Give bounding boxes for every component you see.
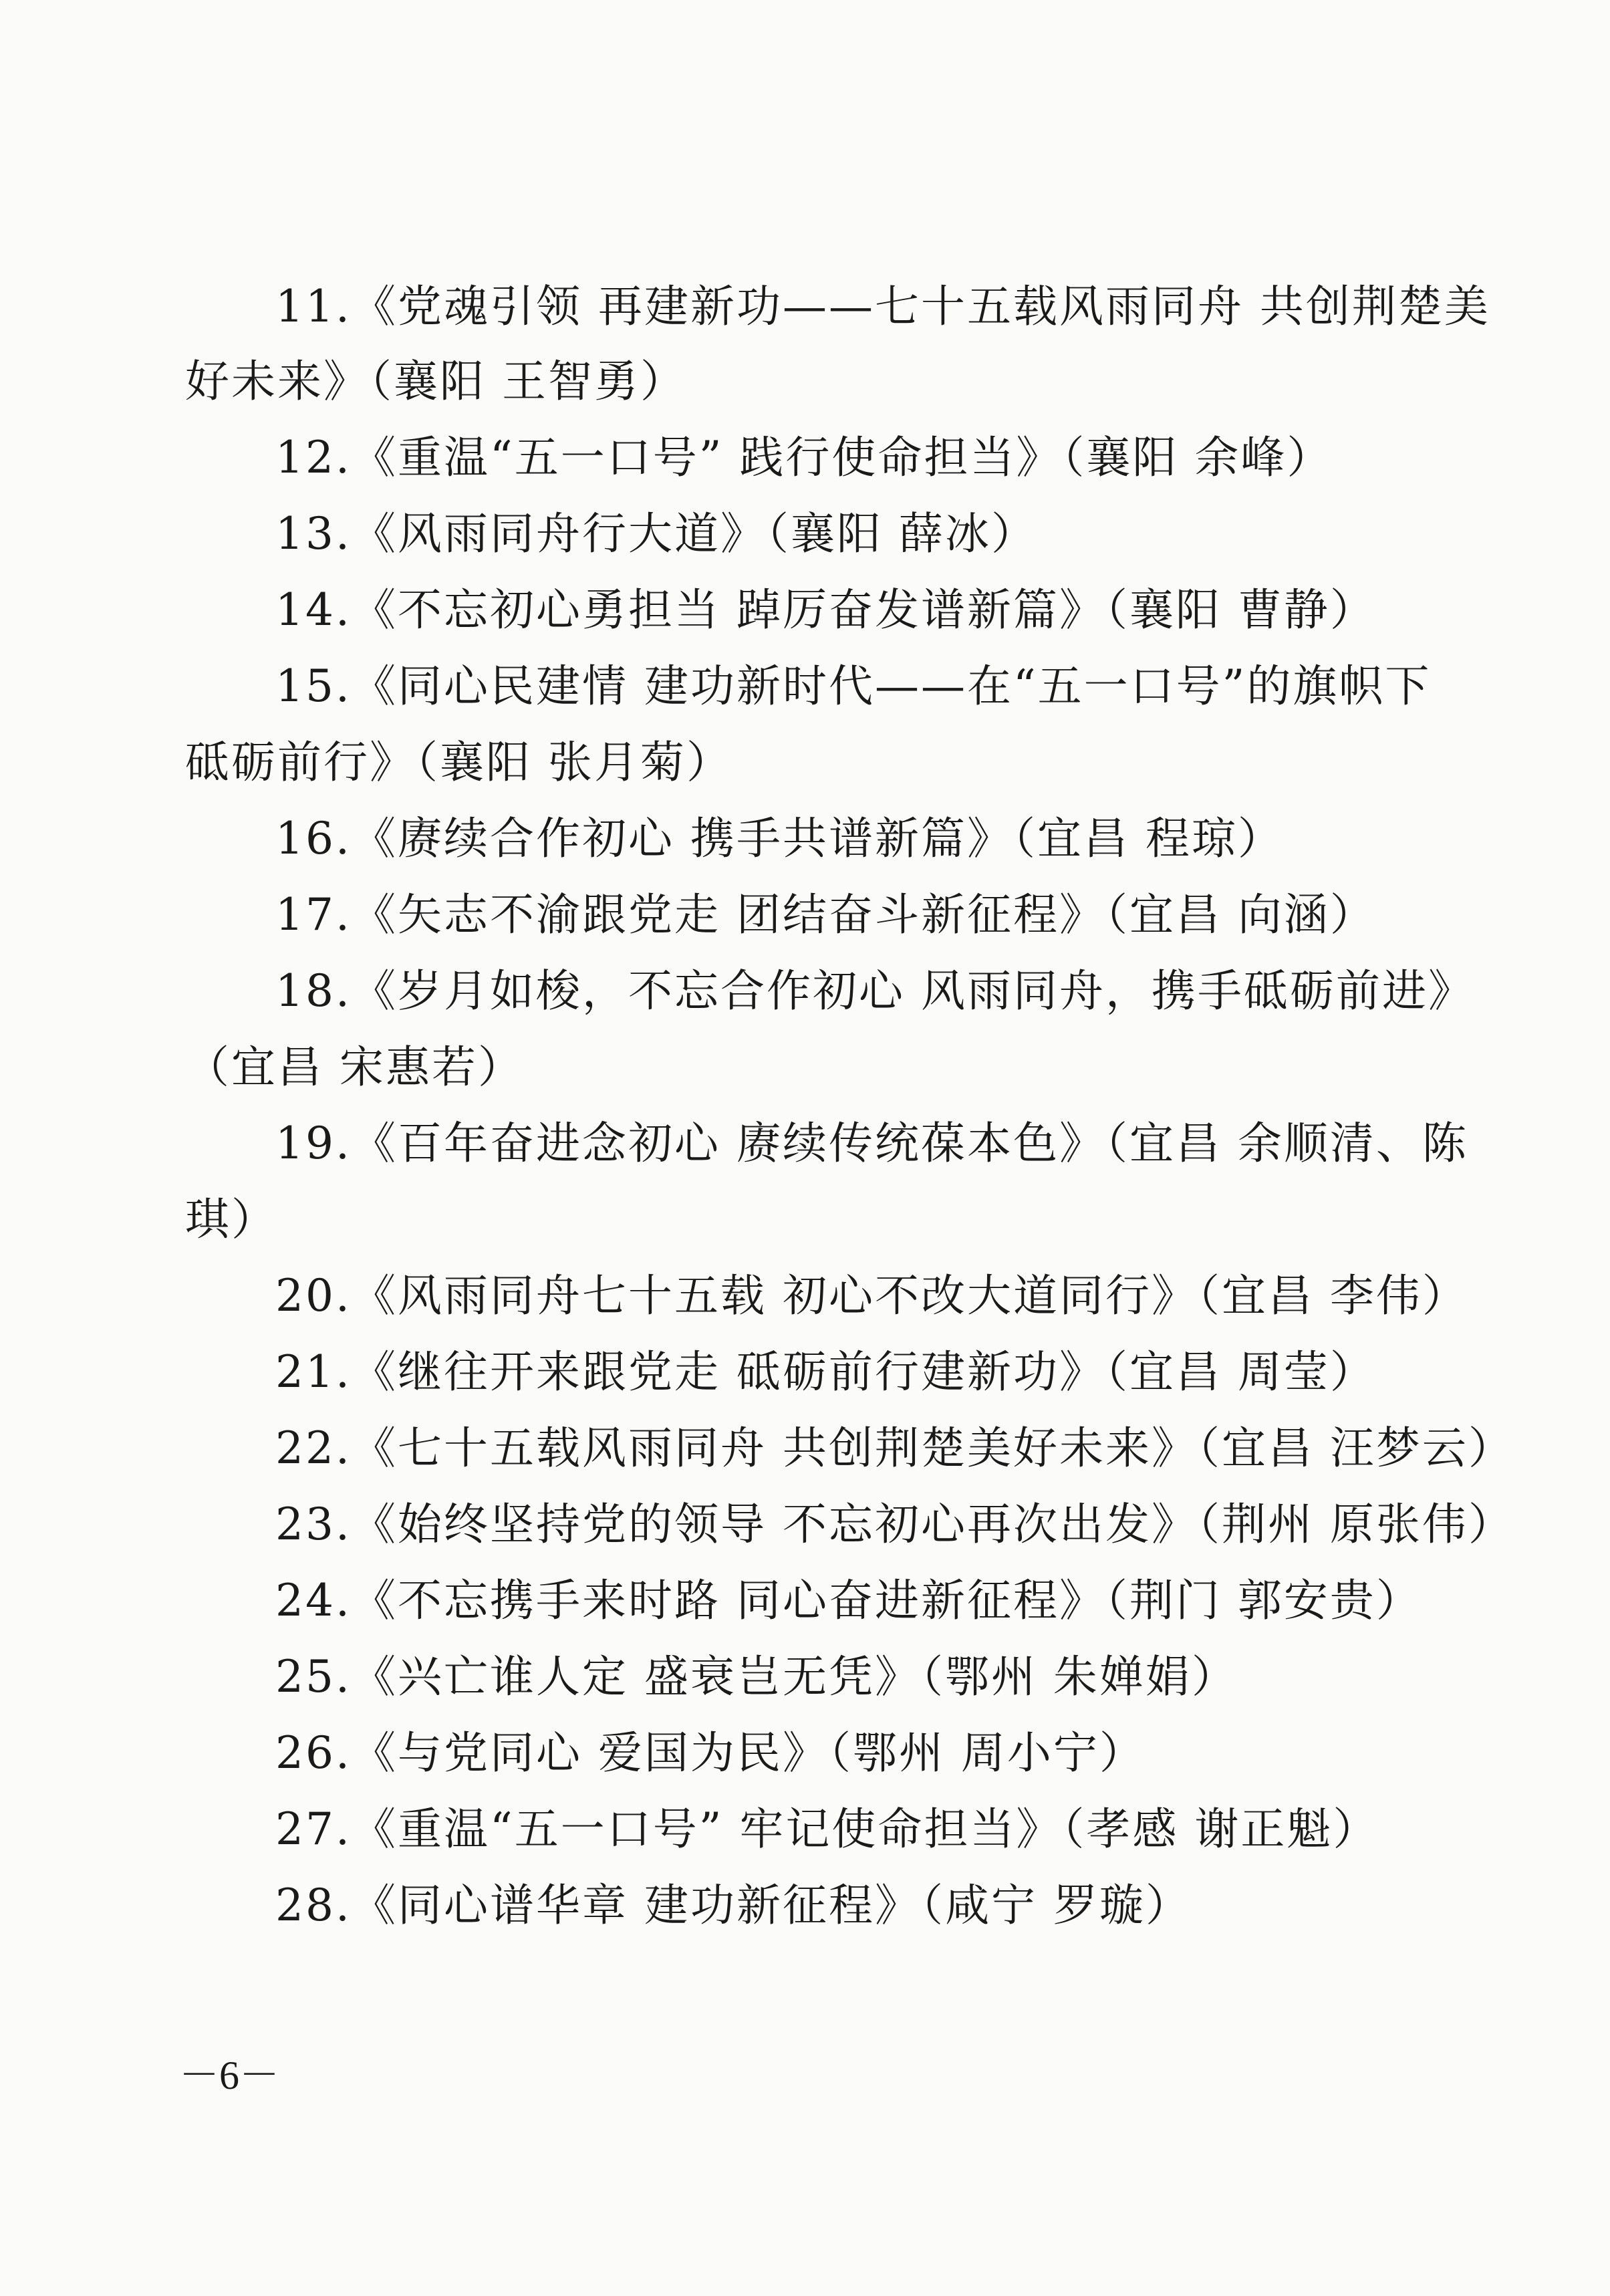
text-line: 12.《重温“五一口号” 践行使命担当》（襄阳 余峰） xyxy=(275,432,1333,483)
text-line: 17.《矢志不渝跟党走 团结奋斗新征程》（宜昌 向涵） xyxy=(275,889,1376,940)
text-line: 21.《继往开来跟党走 砥砺前行建新功》（宜昌 周莹） xyxy=(275,1346,1376,1398)
text-line: 20.《风雨同舟七十五载 初心不改大道同行》（宜昌 李伟） xyxy=(275,1270,1468,1321)
text-line: 15.《同心民建情 建功新时代——在“五一口号”的旗帜下 xyxy=(275,660,1432,712)
page-number: －6－ xyxy=(179,2053,279,2097)
text-line: 22.《七十五载风雨同舟 共创荆楚美好未来》（宜昌 汪梦云） xyxy=(275,1422,1514,1474)
text-line: （宜昌 宋惠若） xyxy=(185,1041,524,1093)
text-line: 砥砺前行》（襄阳 张月菊） xyxy=(185,737,732,788)
text-line: 26.《与党同心 爱国为民》（鄂州 周小宁） xyxy=(275,1727,1146,1779)
text-line: 好未来》（襄阳 王智勇） xyxy=(185,356,686,407)
text-line: 13.《风雨同舟行大道》（襄阳 薛冰） xyxy=(275,508,1037,559)
text-line: 25.《兴亡谁人定 盛衰岂无凭》（鄂州 朱婵娟） xyxy=(275,1651,1238,1702)
text-line: 琪） xyxy=(185,1194,277,1245)
text-line: 14.《不忘初心勇担当 踔厉奋发谱新篇》（襄阳 曹静） xyxy=(275,584,1376,636)
text-line: 19.《百年奋进念初心 赓续传统葆本色》（宜昌 余顺清、陈 xyxy=(275,1118,1468,1169)
text-line: 23.《始终坚持党的领导 不忘初心再次出发》（荆州 原张伟） xyxy=(275,1499,1514,1550)
text-line: 28.《同心谱华章 建功新征程》（咸宁 罗璇） xyxy=(275,1880,1192,1931)
text-line: 11.《党魂引领 再建新功——七十五载风雨同舟 共创荆楚美 xyxy=(275,281,1490,332)
text-line: 16.《赓续合作初心 携手共谱新篇》（宜昌 程琼） xyxy=(275,813,1284,864)
text-line: 24.《不忘携手来时路 同心奋进新征程》（荆门 郭安贵） xyxy=(275,1575,1422,1626)
text-line: 27.《重温“五一口号” 牢记使命担当》（孝感 谢正魁） xyxy=(275,1803,1379,1855)
text-line: 18.《岁月如梭，不忘合作初心 风雨同舟，携手砥砺前进》 xyxy=(275,965,1474,1017)
